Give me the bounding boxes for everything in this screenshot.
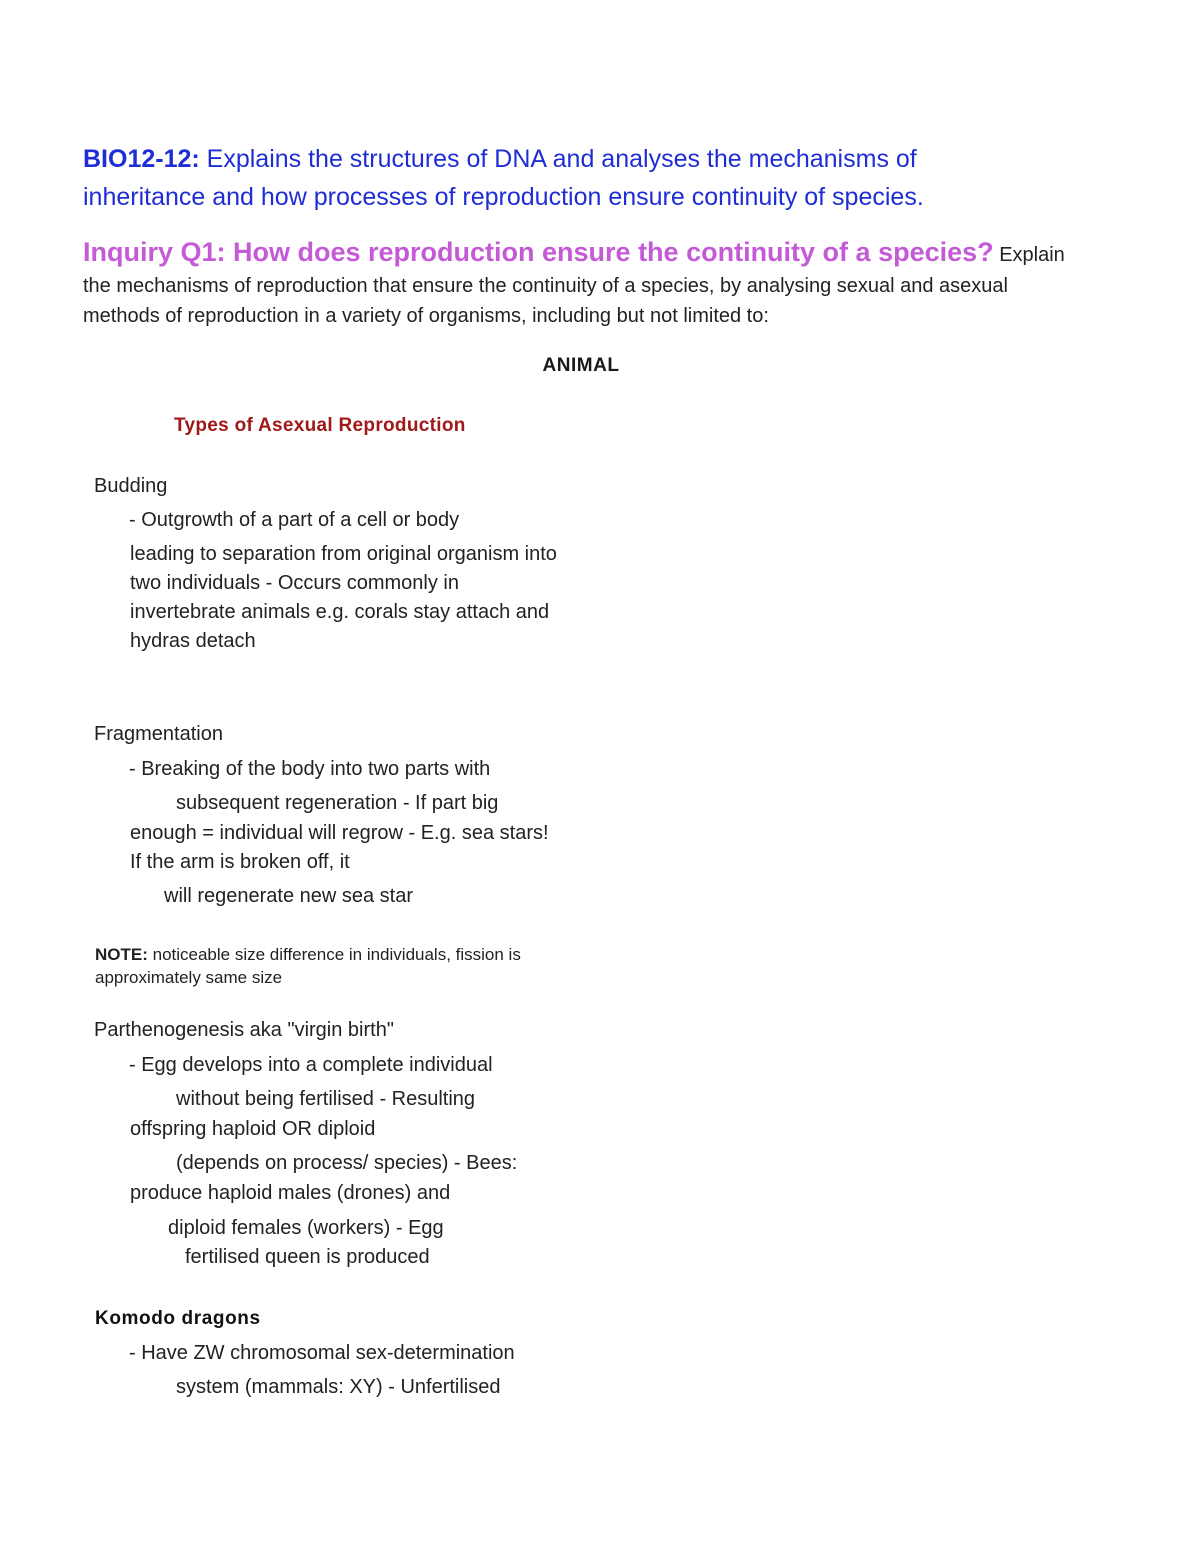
fragmentation-line-3: enough = individual will regrow - E.g. sea stars! [130, 822, 549, 844]
fragmentation-line-5: will regenerate new sea star [164, 885, 414, 907]
note-line-1 [95, 943, 521, 966]
komodo-title: Komodo dragons [95, 1308, 261, 1329]
parthenogenesis-line-2: without being fertilised - Resulting [176, 1088, 476, 1110]
komodo-line-2: system (mammals: XY) - Unfertilised [176, 1376, 501, 1398]
outcome-line-1 [83, 140, 917, 178]
fragmentation-line-4: If the arm is broken off, it [130, 851, 350, 873]
budding-line-5: hydras detach [130, 630, 256, 652]
budding-line-4: invertebrate animals e.g. corals stay attach and [130, 601, 550, 623]
section-heading: Types of Asexual Reproduction [174, 415, 466, 436]
inquiry-question: Inquiry Q1: How does reproduction ensure the continuity of a species? [83, 237, 994, 267]
budding-line-2: leading to separation from original organism into [130, 543, 557, 565]
outcome-text-1: Explains the structures of DNA and analyses the mechanisms of [199, 145, 917, 173]
inquiry-line-3: methods of reproduction in a variety of organisms, including but not limited to: [83, 305, 769, 327]
fragmentation-line-2: subsequent regeneration - If part big [176, 792, 499, 814]
note-line-2: approximately same size [95, 968, 283, 987]
outcome-code: BIO12-12: [83, 145, 200, 173]
parthenogenesis-line-6: diploid females (workers) - Egg [168, 1217, 444, 1239]
budding-line-1: - Outgrowth of a part of a cell or body [129, 509, 460, 531]
parthenogenesis-line-5: produce haploid males (drones) and [130, 1182, 451, 1204]
parthenogenesis-line-1: - Egg develops into a complete individual [129, 1054, 493, 1076]
inquiry-text-1: Explain [993, 244, 1065, 266]
budding-line-3: two individuals - Occurs commonly in [130, 572, 459, 594]
parthenogenesis-line-3: offspring haploid OR diploid [130, 1118, 376, 1140]
komodo-line-1: - Have ZW chromosomal sex-determination [129, 1342, 515, 1364]
note-label: NOTE: [95, 945, 148, 964]
category-heading: ANIMAL [542, 355, 620, 376]
inquiry-line-2: the mechanisms of reproduction that ensure the continuity of a species, by analysing sexual and asexual [83, 275, 1008, 297]
budding-title: Budding [94, 475, 168, 497]
inquiry-line-1 [83, 237, 1065, 268]
outcome-line-2: inheritance and how processes of reproduction ensure continuity of species. [83, 183, 924, 211]
note-text-1: noticeable size difference in individuals, fission is [147, 945, 521, 964]
parthenogenesis-line-4: (depends on process/ species) - Bees: [176, 1152, 518, 1174]
fragmentation-line-1: - Breaking of the body into two parts with [129, 758, 491, 780]
parthenogenesis-title: Parthenogenesis aka "virgin birth" [94, 1019, 394, 1041]
parthenogenesis-line-7: fertilised queen is produced [185, 1246, 430, 1268]
fragmentation-title: Fragmentation [94, 723, 223, 745]
